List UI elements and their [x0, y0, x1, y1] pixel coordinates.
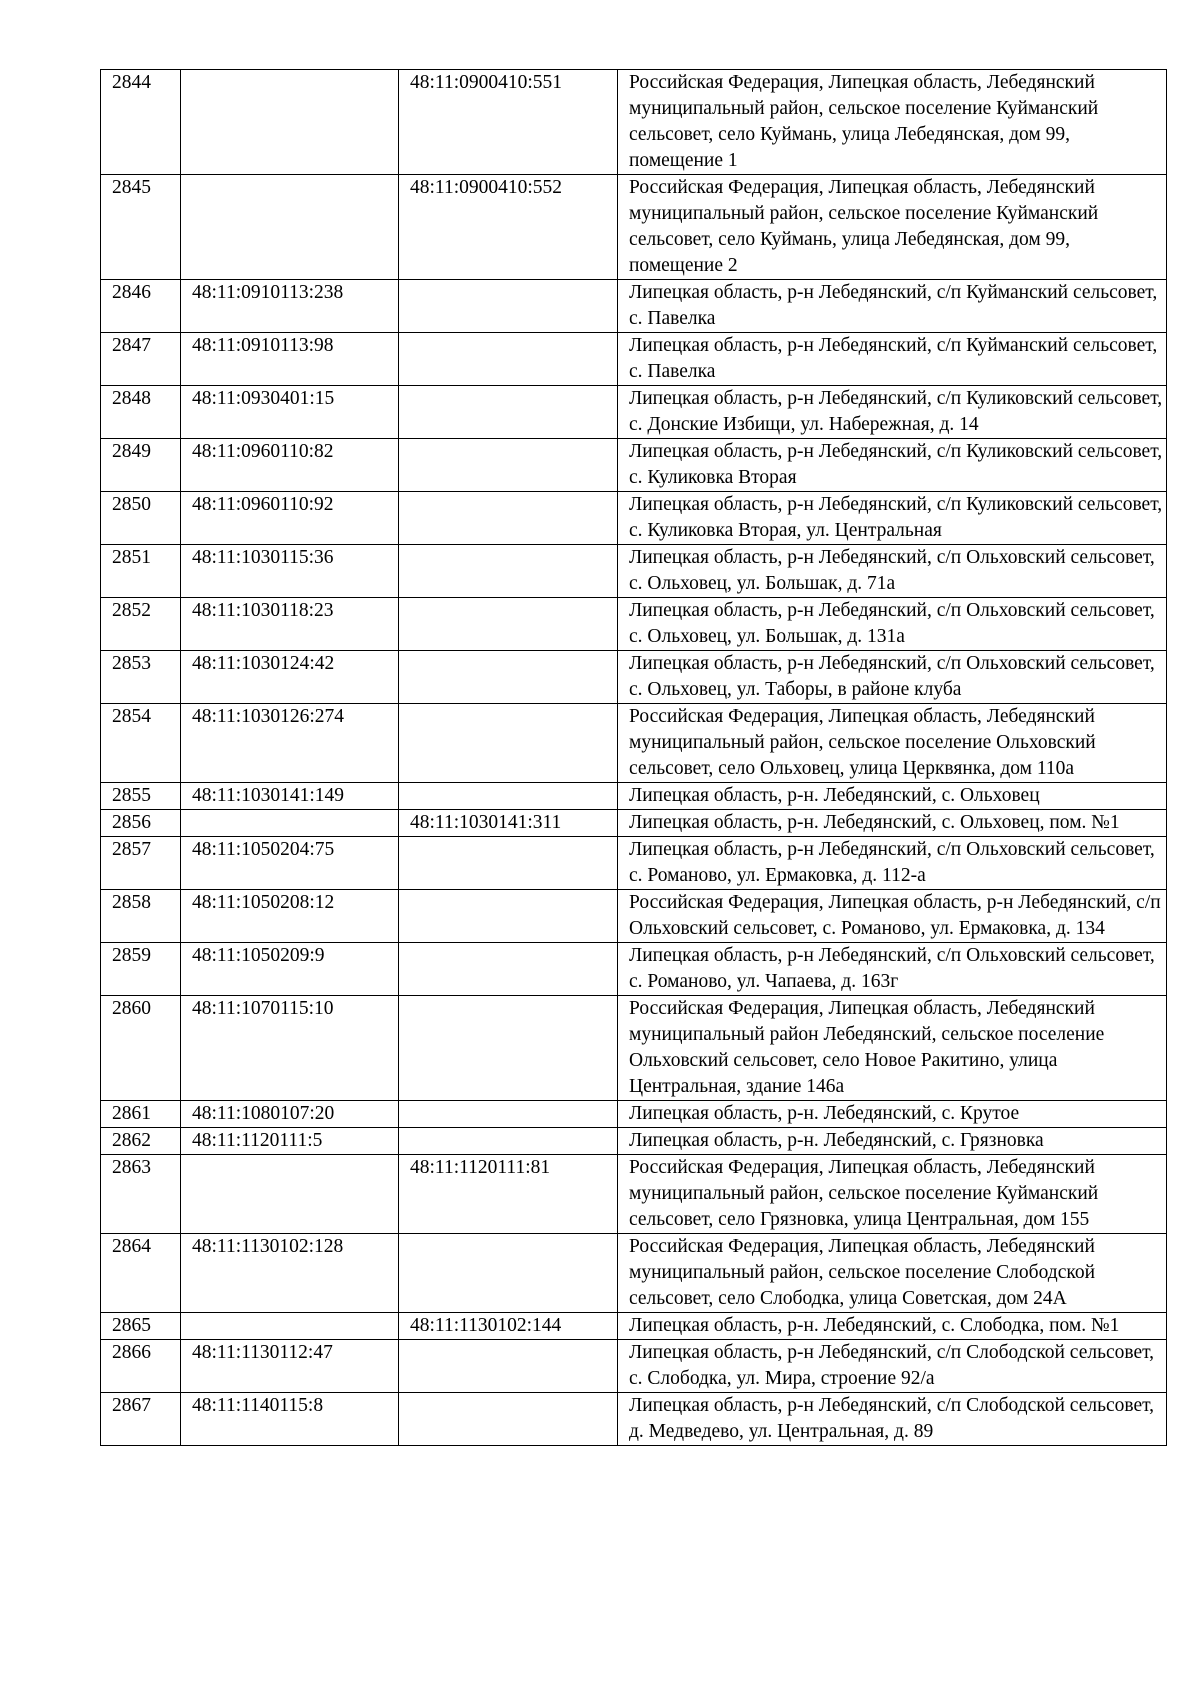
table-row	[101, 1393, 1167, 1446]
object-cadastral-number	[399, 1234, 618, 1313]
address: Российская Федерация, Липецкая область, Лебедянский муниципальный район, сельское поселение Куйманский сельсовет, село Куймань, улица Лебедянская, дом 99, помещение 2	[618, 175, 1167, 280]
object-cadastral-number	[399, 996, 618, 1101]
land-cadastral-number: 48:11:1030126:274	[181, 704, 399, 783]
object-cadastral-number	[399, 1340, 618, 1393]
object-cadastral-number: 48:11:0900410:552	[399, 175, 618, 280]
table-row	[101, 1128, 1167, 1155]
row-number: 2846	[101, 280, 181, 333]
table-row	[101, 943, 1167, 996]
table-row	[101, 651, 1167, 704]
land-cadastral-number: 48:11:0930401:15	[181, 386, 399, 439]
table-row	[101, 810, 1167, 837]
land-cadastral-number	[181, 70, 399, 175]
address: Российская Федерация, Липецкая область, Лебедянский муниципальный район, сельское поселение Куйманский сельсовет, село Грязновка, улица Центральная, дом 155	[618, 1155, 1167, 1234]
row-number: 2850	[101, 492, 181, 545]
object-cadastral-number: 48:11:1130102:144	[399, 1313, 618, 1340]
row-number: 2863	[101, 1155, 181, 1234]
object-cadastral-number: 48:11:0900410:551	[399, 70, 618, 175]
table-row	[101, 598, 1167, 651]
object-cadastral-number	[399, 439, 618, 492]
object-cadastral-number	[399, 783, 618, 810]
land-cadastral-number	[181, 1313, 399, 1340]
address: Липецкая область, р-н. Лебедянский, с. Грязновка	[618, 1128, 1167, 1155]
land-cadastral-number: 48:11:1050209:9	[181, 943, 399, 996]
address: Липецкая область, р-н. Лебедянский, с. Ольховец	[618, 783, 1167, 810]
address: Липецкая область, р-н. Лебедянский, с. Ольховец, пом. №1	[618, 810, 1167, 837]
land-cadastral-number: 48:11:0960110:92	[181, 492, 399, 545]
land-cadastral-number: 48:11:1050204:75	[181, 837, 399, 890]
object-cadastral-number	[399, 1101, 618, 1128]
table-row	[101, 783, 1167, 810]
object-cadastral-number	[399, 280, 618, 333]
row-number: 2844	[101, 70, 181, 175]
row-number: 2845	[101, 175, 181, 280]
row-number: 2860	[101, 996, 181, 1101]
row-number: 2861	[101, 1101, 181, 1128]
row-number: 2854	[101, 704, 181, 783]
address: Липецкая область, р-н Лебедянский, с/п Ольховский сельсовет, с. Ольховец, ул. Большак, д. 71а	[618, 545, 1167, 598]
address: Российская Федерация, Липецкая область, р-н Лебедянский, с/п Ольховский сельсовет, с. Романово, ул. Ермаковка, д. 134	[618, 890, 1167, 943]
land-cadastral-number: 48:11:1080107:20	[181, 1101, 399, 1128]
address: Липецкая область, р-н Лебедянский, с/п Ольховский сельсовет, с. Ольховец, ул. Большак, д. 131а	[618, 598, 1167, 651]
object-cadastral-number	[399, 837, 618, 890]
table-row	[101, 333, 1167, 386]
object-cadastral-number: 48:11:1030141:311	[399, 810, 618, 837]
address: Липецкая область, р-н Лебедянский, с/п Слободской сельсовет, д. Медведево, ул. Центральная, д. 89	[618, 1393, 1167, 1446]
land-cadastral-number: 48:11:1070115:10	[181, 996, 399, 1101]
object-cadastral-number	[399, 943, 618, 996]
row-number: 2849	[101, 439, 181, 492]
row-number: 2851	[101, 545, 181, 598]
land-cadastral-number: 48:11:0910113:238	[181, 280, 399, 333]
address: Липецкая область, р-н Лебедянский, с/п Ольховский сельсовет, с. Ольховец, ул. Таборы, в районе клуба	[618, 651, 1167, 704]
row-number: 2856	[101, 810, 181, 837]
object-cadastral-number	[399, 890, 618, 943]
land-cadastral-number: 48:11:0960110:82	[181, 439, 399, 492]
row-number: 2857	[101, 837, 181, 890]
row-number: 2862	[101, 1128, 181, 1155]
object-cadastral-number	[399, 545, 618, 598]
object-cadastral-number	[399, 333, 618, 386]
land-cadastral-number: 48:11:1030118:23	[181, 598, 399, 651]
table-row	[101, 386, 1167, 439]
table-row	[101, 996, 1167, 1101]
land-cadastral-number: 48:11:1030115:36	[181, 545, 399, 598]
object-cadastral-number: 48:11:1120111:81	[399, 1155, 618, 1234]
row-number: 2864	[101, 1234, 181, 1313]
address: Российская Федерация, Липецкая область, Лебедянский муниципальный район, сельское поселение Слободской сельсовет, село Слободка, улица Советская, дом 24А	[618, 1234, 1167, 1313]
row-number: 2847	[101, 333, 181, 386]
row-number: 2855	[101, 783, 181, 810]
address: Липецкая область, р-н Лебедянский, с/п Куликовский сельсовет, с. Куликовка Вторая	[618, 439, 1167, 492]
object-cadastral-number	[399, 386, 618, 439]
table-row	[101, 1155, 1167, 1234]
registry-table	[100, 69, 1167, 1446]
object-cadastral-number	[399, 1128, 618, 1155]
table-row	[101, 1101, 1167, 1128]
table-row	[101, 890, 1167, 943]
object-cadastral-number	[399, 704, 618, 783]
row-number: 2848	[101, 386, 181, 439]
registry-table-body	[101, 70, 1167, 1446]
address: Липецкая область, р-н. Лебедянский, с. Слободка, пом. №1	[618, 1313, 1167, 1340]
table-row	[101, 704, 1167, 783]
table-row	[101, 439, 1167, 492]
object-cadastral-number	[399, 651, 618, 704]
address: Российская Федерация, Липецкая область, Лебедянский муниципальный район Лебедянский, сельское поселение Ольховский сельсовет, село Новое Ракитино, улица Центральная, здание 146а	[618, 996, 1167, 1101]
land-cadastral-number: 48:11:1050208:12	[181, 890, 399, 943]
table-row	[101, 837, 1167, 890]
address: Липецкая область, р-н Лебедянский, с/п Куликовский сельсовет, с. Донские Избищи, ул. Набережная, д. 14	[618, 386, 1167, 439]
table-row	[101, 492, 1167, 545]
address: Липецкая область, р-н Лебедянский, с/п Куйманский сельсовет, с. Павелка	[618, 333, 1167, 386]
row-number: 2853	[101, 651, 181, 704]
row-number: 2866	[101, 1340, 181, 1393]
address: Липецкая область, р-н Лебедянский, с/п Ольховский сельсовет, с. Романово, ул. Чапаева, д. 163г	[618, 943, 1167, 996]
land-cadastral-number: 48:11:1030141:149	[181, 783, 399, 810]
land-cadastral-number	[181, 1155, 399, 1234]
land-cadastral-number: 48:11:1130112:47	[181, 1340, 399, 1393]
table-row	[101, 1340, 1167, 1393]
row-number: 2867	[101, 1393, 181, 1446]
row-number: 2865	[101, 1313, 181, 1340]
address: Липецкая область, р-н Лебедянский, с/п Куйманский сельсовет, с. Павелка	[618, 280, 1167, 333]
table-row	[101, 1234, 1167, 1313]
land-cadastral-number: 48:11:1140115:8	[181, 1393, 399, 1446]
land-cadastral-number: 48:11:1130102:128	[181, 1234, 399, 1313]
object-cadastral-number	[399, 598, 618, 651]
table-row	[101, 545, 1167, 598]
table-row	[101, 1313, 1167, 1340]
table-row	[101, 70, 1167, 175]
land-cadastral-number: 48:11:1030124:42	[181, 651, 399, 704]
address: Российская Федерация, Липецкая область, Лебедянский муниципальный район, сельское поселение Куйманский сельсовет, село Куймань, улица Лебедянская, дом 99, помещение 1	[618, 70, 1167, 175]
land-cadastral-number	[181, 175, 399, 280]
land-cadastral-number: 48:11:0910113:98	[181, 333, 399, 386]
row-number: 2858	[101, 890, 181, 943]
land-cadastral-number	[181, 810, 399, 837]
address: Липецкая область, р-н. Лебедянский, с. Крутое	[618, 1101, 1167, 1128]
object-cadastral-number	[399, 492, 618, 545]
address: Липецкая область, р-н Лебедянский, с/п Ольховский сельсовет, с. Романово, ул. Ермаковка, д. 112-а	[618, 837, 1167, 890]
row-number: 2859	[101, 943, 181, 996]
table-row	[101, 280, 1167, 333]
address: Липецкая область, р-н Лебедянский, с/п Слободской сельсовет, с. Слободка, ул. Мира, строение 92/а	[618, 1340, 1167, 1393]
object-cadastral-number	[399, 1393, 618, 1446]
row-number: 2852	[101, 598, 181, 651]
table-row	[101, 175, 1167, 280]
address: Липецкая область, р-н Лебедянский, с/п Куликовский сельсовет, с. Куликовка Вторая, ул. Центральная	[618, 492, 1167, 545]
address: Российская Федерация, Липецкая область, Лебедянский муниципальный район, сельское поселение Ольховский сельсовет, село Ольховец, улица Церквянка, дом 110а	[618, 704, 1167, 783]
land-cadastral-number: 48:11:1120111:5	[181, 1128, 399, 1155]
